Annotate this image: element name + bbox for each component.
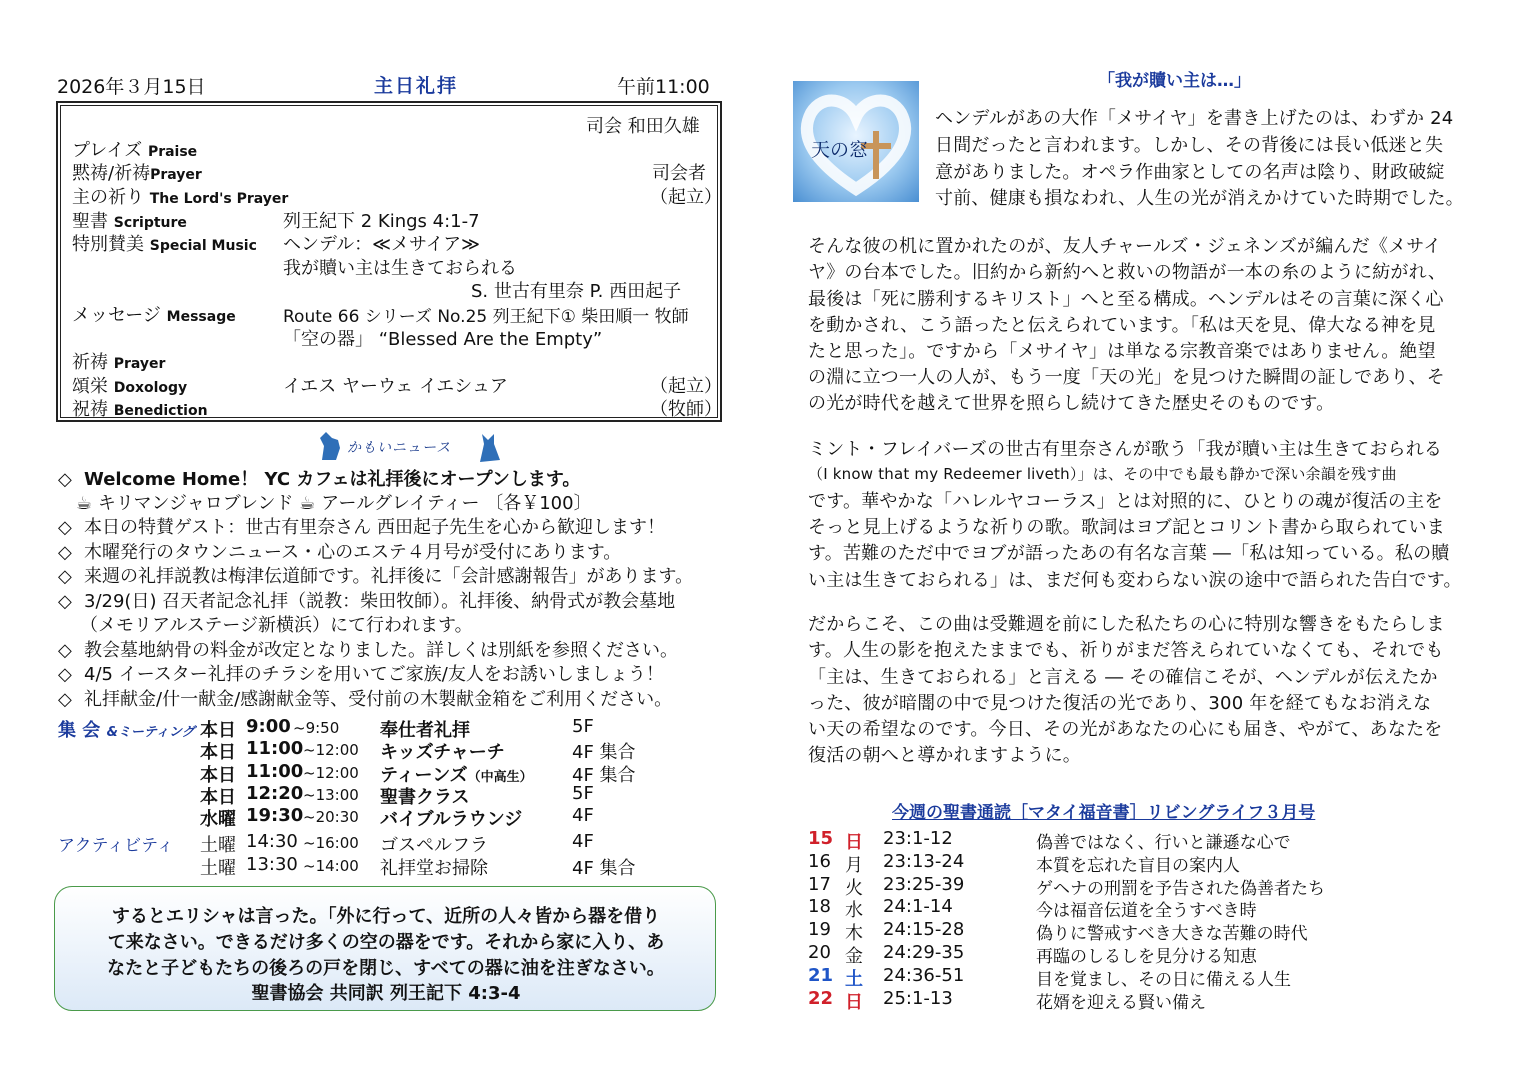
essay-line: った、彼が暗闇の中で見つけた復活の光であり、300 年を経てもなお消えな <box>808 693 1432 714</box>
news-item: ◇ 4/5 イースター礼拝のチラシを用いてご家族/友人をお誘いしましょう！ <box>58 664 664 685</box>
verse-line: するとエリシャは言った。「外に行って、近所の人々皆から器を借り <box>111 906 661 927</box>
meeting-day: 本日 <box>200 720 236 741</box>
page-title: 主日礼拝 <box>374 75 459 97</box>
activity-name: ゴスペルフラ <box>380 835 488 856</box>
reading-date: 15 <box>808 828 834 849</box>
meeting-end: ~12:00 <box>303 764 359 782</box>
meeting-place: 4F 集合 <box>572 742 636 763</box>
reading-date: 21 <box>808 965 834 986</box>
item-message: メッセージ Message <box>72 305 236 326</box>
dog-icon <box>318 430 344 464</box>
essay-line: ミント・フレイバーズの世古有里奈さんが歌う「我が贖い主は生きておられる <box>808 439 1443 460</box>
meeting-start: 11:00 <box>246 738 304 759</box>
news-item: ◇ 木曜発行のタウンニュース・心のエステ４月号が受付にあります。 <box>58 542 622 563</box>
meeting-start: 19:30 <box>246 805 304 826</box>
item-benediction: 祝祷 Benediction <box>72 399 208 420</box>
item-doxology-mid: イエス ヤーウェ イエシュア <box>283 376 508 397</box>
news-item: ◇ 本日の特賛ゲスト：世古有里奈さん 西田起子先生を心から歓迎します！ <box>58 517 665 538</box>
essay-line: を動かされ、こう語ったと伝えられています。「私は天を見、偉大なる神を見 <box>808 315 1436 336</box>
item-benediction-right: （牧師） <box>650 399 722 420</box>
meeting-name: 聖書クラス <box>380 787 470 808</box>
reading-theme: 今は福音伝道を全うすべき時 <box>1036 901 1257 921</box>
reading-theme: 偽善ではなく、行いと謙遜な心で <box>1036 833 1291 853</box>
reading-date: 22 <box>808 988 834 1009</box>
activities-label: アクティビティ <box>58 836 174 856</box>
item-special-music: 特別賛美 Special Music <box>72 234 257 255</box>
essay-line: 意がありました。オペラ作曲家としての名声は陰り、財政破綻 <box>935 162 1445 183</box>
item-special-music-mid: ヘンデル：≪メサイア≫ <box>283 234 480 255</box>
item-special-music-performers: S. 世古有里奈 P. 西田起子 <box>471 281 682 302</box>
activity-place: 4F <box>572 831 594 852</box>
verse-line: なたと子どもたちの後ろの戸を閉じ、すべての器に油を注ぎなさい。 <box>107 958 665 979</box>
reading-theme: 偽りに警戒すべき大きな苦難の時代 <box>1036 924 1308 944</box>
news-item: ◇ 来週の礼拝説教は梅津伝道師です。礼拝後に「会計感謝報告」があります。 <box>58 566 694 587</box>
service-time: 午前11:00 <box>617 76 710 98</box>
meeting-name: 奉仕者礼拝 <box>380 720 470 741</box>
reading-weekday: 日 <box>845 992 863 1013</box>
item-doxology-right: （起立） <box>650 376 722 397</box>
meeting-end: ~20:30 <box>303 808 359 826</box>
reading-passage: 25:1-13 <box>883 988 953 1009</box>
activity-end: ~16:00 <box>303 834 359 852</box>
essay-line: の淵に立つ一人の人が、もう一度「天の光」を見つけた瞬間の証しであり、そ <box>808 367 1445 388</box>
item-lords-prayer-right: （起立） <box>650 187 722 208</box>
reading-passage: 24:15-28 <box>883 919 965 940</box>
reading-weekday: 火 <box>845 878 863 899</box>
reading-theme: 花婿を迎える賢い備え <box>1036 993 1206 1013</box>
item-prayer-2: 祈祷 Prayer <box>72 352 166 373</box>
reading-passage: 23:13-24 <box>883 851 965 872</box>
item-doxology: 頌栄 Doxology <box>72 376 188 397</box>
meeting-place: 4F <box>572 805 594 826</box>
reading-date: 20 <box>808 942 831 963</box>
essay-line: だからこそ、この曲は受難週を前にした私たちの心に特別な響きをもたらしま <box>808 614 1445 635</box>
essay-line: 最後は「死に勝利するキリスト」へと至る構成。ヘンデルはその言葉に深く心 <box>808 289 1444 310</box>
reading-passage: 23:1-12 <box>883 828 953 849</box>
activity-start: 14:30 <box>246 831 298 852</box>
presider: 司会 和田久雄 <box>586 116 700 137</box>
verse-box <box>54 886 716 1011</box>
meeting-day: 本日 <box>200 765 236 786</box>
meeting-end: ~13:00 <box>303 786 359 804</box>
essay-line: の光が時代を越えて世界を照らし続けてきた歴史そのものです。 <box>808 393 1335 414</box>
reading-theme: 目を覚まし、その日に備える人生 <box>1036 970 1291 990</box>
meeting-name: バイブルラウンジ <box>380 809 523 830</box>
reading-date: 19 <box>808 919 831 940</box>
reading-theme: 本質を忘れた盲目の案内人 <box>1036 856 1240 876</box>
meeting-end: ~9:50 <box>293 719 340 737</box>
reading-weekday: 水 <box>845 900 863 921</box>
item-message-title: 「空の器」 “Blessed Are the Empty” <box>283 329 603 350</box>
meeting-end: ~12:00 <box>303 741 359 759</box>
meeting-place: 4F 集合 <box>572 765 636 786</box>
reading-weekday: 日 <box>845 832 863 853</box>
meeting-start: 12:20 <box>246 783 304 804</box>
essay-line: 日間だったと言われます。しかし、その背後には長い低迷と失 <box>935 135 1444 156</box>
item-message-mid: Route 66 シリーズ No.25 列王紀下① 柴田順一 牧師 <box>283 307 689 327</box>
news-item: ◇ 礼拝献金/什一献金/感謝献金等、受付前の木製献金箱をご利用ください。 <box>58 689 673 710</box>
news-item: ◇ 教会墓地納骨の料金が改定となりました。詳しくは別紙を参照ください。 <box>58 640 678 661</box>
essay-line: い天の希望なのです。今日、その光があなたの心にも届き、やがて、あなたを <box>808 719 1443 740</box>
news-item: ◇ Welcome Home！ YC カフェは礼拝後にオープンします。 <box>58 469 581 490</box>
item-prayer: 黙祷/祈祷Prayer <box>72 163 202 184</box>
reading-passage: 24:1-14 <box>883 896 953 917</box>
reading-weekday: 土 <box>845 969 863 990</box>
activity-place: 4F 集合 <box>572 858 636 879</box>
meeting-name: ティーンズ（中高生） <box>380 765 533 786</box>
essay-line: たと思った」。ですから「メサイヤ」は単なる宗教音楽ではありません。絶望 <box>808 341 1436 362</box>
meeting-name: キッズチャーチ <box>380 742 505 763</box>
reading-date: 18 <box>808 896 831 917</box>
essay-line: ヘンデルがあの大作「メサイヤ」を書き上げたのは、わずか 24 <box>935 108 1454 129</box>
essay-line: （I know that my Redeemer liveth）」は、その中でも最も静かで深い余韻を残す曲 <box>808 465 1397 483</box>
reading-date: 16 <box>808 851 831 872</box>
meeting-start: 9:00 <box>246 716 291 737</box>
meeting-place: 5F <box>572 716 594 737</box>
news-item-continued: （メモリアルステージ新横浜）にて行われます。 <box>80 615 473 636</box>
essay-line: そっと見上げるような祈りの歌。歌詞はヨブ記とコリント書から取られていま <box>808 517 1445 538</box>
essay-line: 「主は、生きておられる」と言える ― その確信こそが、ヘンデルが伝えたか <box>808 667 1438 688</box>
essay-title: 「我が贖い主は…」 <box>1098 71 1251 91</box>
essay-line: そんな彼の机に置かれたのが、友人チャールズ・ジェネンズが編んだ《メサイ <box>808 236 1442 257</box>
news-title: かもいニュース <box>347 440 452 456</box>
reading-title: 今週の聖書通読［マタイ福音書］リビングライフ３月号 <box>892 803 1316 823</box>
reading-passage: 24:29-35 <box>883 942 965 963</box>
item-lords-prayer: 主の祈り The Lord's Prayer <box>72 187 289 208</box>
reading-weekday: 金 <box>845 946 863 967</box>
reading-date: 17 <box>808 874 831 895</box>
activity-name: 礼拝堂お掃除 <box>380 858 488 879</box>
meetings-label: 集 会 &ミーティング <box>58 720 195 741</box>
heaven-window-image <box>793 81 919 202</box>
meeting-start: 11:00 <box>246 761 304 782</box>
item-prayer-right: 司会者 <box>652 163 706 184</box>
reading-passage: 24:36-51 <box>883 965 965 986</box>
item-special-music-title: 我が贖い主は生きておられる <box>283 258 517 279</box>
verse-line: て来なさい。できるだけ多くの空の器をです。それから家に入り、あ <box>107 932 665 953</box>
meeting-day: 本日 <box>200 787 236 808</box>
news-item-cafe-menu: ☕ キリマンジャロブレンド ☕ アールグレイティー 〔各￥100〕 <box>76 493 592 514</box>
image-caption: 天の窓 <box>811 139 869 161</box>
essay-line: す。人生の影を抱えたままでも、祈りがまだ答えられていなくても、それでも <box>808 640 1444 661</box>
meeting-day: 水曜 <box>200 809 236 830</box>
verse-citation: 聖書協会 共同訳 列王記下 4:3-4 <box>251 983 521 1004</box>
reading-theme: 再臨のしるしを見分ける知恵 <box>1036 947 1257 967</box>
reading-weekday: 木 <box>845 923 863 944</box>
cat-icon <box>476 430 504 464</box>
activity-end: ~14:00 <box>303 857 359 875</box>
activity-day: 土曜 <box>200 835 236 856</box>
item-scripture-mid: 列王紀下 2 Kings 4:1-7 <box>283 211 480 232</box>
service-date: 2026年３月15日 <box>57 76 206 98</box>
essay-line: す。苦難のただ中でヨブが語ったあの有名な言葉 ―「私は知っている。私の贖 <box>808 543 1450 564</box>
meeting-place: 5F <box>572 783 594 804</box>
activity-day: 土曜 <box>200 858 236 879</box>
item-praise: プレイズ Praise <box>72 140 198 161</box>
reading-theme: ゲヘナの刑罰を予告された偽善者たち <box>1036 879 1325 899</box>
essay-line: い主は生きておられる」は、まだ何も変わらない涙の途中で語られた告白です。 <box>808 570 1462 591</box>
essay-line: 復活の朝へと導かれますように。 <box>808 745 1081 766</box>
reading-passage: 23:25-39 <box>883 874 965 895</box>
essay-line: です。華やかな「ハレルヤコーラス」とは対照的に、ひとりの魂が復活の主を <box>808 491 1443 512</box>
essay-line: ヤ》の台本でした。旧約から新約へと救いの物語が一本の糸のように紡がれ、 <box>808 262 1447 283</box>
reading-weekday: 月 <box>845 855 863 876</box>
meeting-day: 本日 <box>200 742 236 763</box>
activity-start: 13:30 <box>246 854 298 875</box>
essay-line: 寸前、健康も損なわれ、人生の光が消えかけていた時期でした。 <box>935 188 1464 209</box>
item-scripture: 聖書 Scripture <box>72 211 187 232</box>
news-item: ◇ 3/29(日) 召天者記念礼拝（説教：柴田牧師）。礼拝後、納骨式が教会墓地 <box>58 591 676 612</box>
